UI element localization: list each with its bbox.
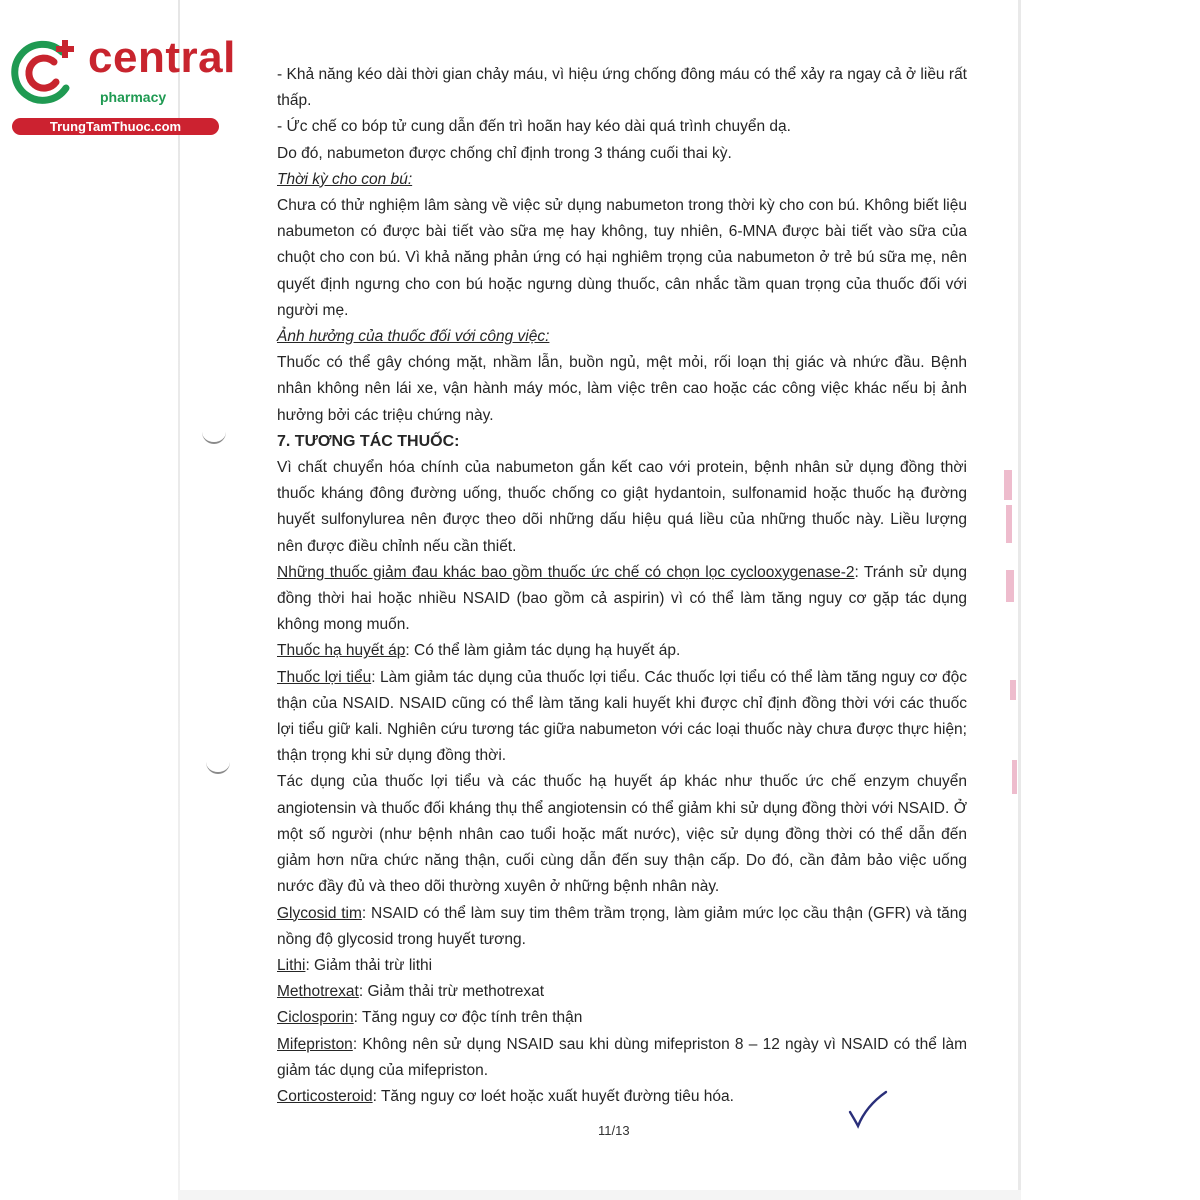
stamp-mark [1010,680,1016,700]
drug-text: : Giảm thải trừ methotrexat [358,983,545,1001]
paragraph: Vì chất chuyển hóa chính của nabumeton gắn kết cao với protein, bệnh nhân sử dụng đồng thời thuốc kháng đông đường uống, thuốc chống co giật hydantoin, sulfonamid hoặc thuốc hạ đường huyết sulfonylurea nên được theo dõi những dấu hiệu quá liều của những thuốc này. Liều lượng nên được điều chỉnh nếu cần thiết. [277,459,967,555]
subheading-lactation [277,167,967,193]
drug-text: : Tránh sử dụng đồng thời hai hoặc nhiều NSAID (bao gồm cả aspirin) vì có thể làm tăng nguy cơ gặp tác dụng không mong muốn. [277,563,967,634]
subheading-text: Ảnh hưởng của thuốc đối với công việc: [277,328,550,346]
page-edge [1018,0,1021,1200]
interaction-methotrexat [277,979,967,1005]
page-number: 11/13 [598,1123,630,1138]
drug-label: Glycosid tim [277,904,362,922]
drug-text: : Tăng nguy cơ độc tính trên thận [353,1009,583,1027]
drug-label: Thuốc lợi tiểu [277,668,372,686]
drug-text: : Tăng nguy cơ loét hoặc xuất huyết đường tiêu hóa. [372,1087,734,1105]
paragraph: Chưa có thử nghiệm lâm sàng về việc sử dụng nabumeton trong thời kỳ cho con bú. Không biết liệu nabumeton có được bài tiết vào sữa mẹ hay không, tuy nhiên, 6-MNA được bài tiết vào sữa của chuột cho con bú. Vì khả năng phản ứng có hại nghiêm trọng của nabumeton ở trẻ bú sữa mẹ, nên quyết định ngưng cho con bú hoặc ngưng dùng thuốc, cân nhắc tầm quan trọng của thuốc đối với người mẹ. [277,197,967,319]
document-body [277,62,967,1110]
punch-hole [202,430,226,444]
stamp-mark [1012,760,1017,794]
drug-text: : Làm giảm tác dụng của thuốc lợi tiểu. Các thuốc lợi tiểu có thể làm tăng nguy cơ độc thận của NSAID. NSAID cũng có thể làm tăng kali huyết khi được chỉ định đồng thời với các thuốc lợi tiểu giữ kali. Nghiên cứu tương tác giữa nabumeton với các loại thuốc này chưa được thực hiện; thận trọng khi sử dụng đồng thời. [277,668,967,765]
pharmacy-logo-icon [10,38,80,108]
interaction-diuretic [277,665,967,770]
logo-name: central [88,33,236,82]
stamp-mark [1004,470,1012,500]
paragraph: Do đó, nabumeton được chống chỉ định trong 3 tháng cuối thai kỳ. [277,144,732,162]
drug-label: Lithi [277,956,306,974]
drug-label: Methotrexat [277,983,359,1001]
drug-label: Ciclosporin [277,1009,354,1027]
subheading-work [277,324,967,350]
section-heading: 7. TƯƠNG TÁC THUỐC: [277,432,460,450]
interaction-ciclosporin [277,1005,967,1031]
page-bottom [178,1190,1021,1200]
interaction-lithi [277,953,967,979]
brand-logo[interactable] [10,33,236,136]
punch-hole [206,760,230,774]
subheading-text: Thời kỳ cho con bú: [277,170,413,188]
drug-text: : Có thể làm giảm tác dụng hạ huyết áp. [405,642,681,660]
interaction-nsaid [277,560,967,639]
stamp-mark [1006,570,1014,602]
paragraph: Tác dụng của thuốc lợi tiểu và các thuốc hạ huyết áp khác như thuốc ức chế enzym chuyển angiotensin và thuốc đối kháng thụ thể angiotensin có thể giảm khi sử dụng đồng thời với NSAID. Ở một số người (như bệnh nhân cao tuổi hoặc mất nước), việc sử dụng đồng thời có thể dẫn đến giảm hơn nữa chức năng thận, cuối cùng dẫn đến suy thận cấp. Do đó, cần đảm bảo việc uống nước đầy đủ và theo dõi thường xuyên ở những bệnh nhân này. [277,773,967,896]
checkmark-icon [846,1088,890,1130]
interaction-bp [277,638,967,664]
interaction-mifepriston [277,1032,967,1084]
drug-text: : Không nên sử dụng NSAID sau khi dùng mifepriston 8 – 12 ngày vì NSAID có thể làm giảm tác dụng của mifepriston. [277,1035,967,1079]
drug-label: Những thuốc giảm đau khác bao gồm thuốc ức chế có chọn lọc cyclooxygenase-2 [277,563,855,581]
paragraph: - Ức chế co bóp tử cung dẫn đến trì hoãn hay kéo dài quá trình chuyển dạ. [277,118,791,136]
paragraph: Thuốc có thể gây chóng mặt, nhầm lẫn, buồn ngủ, mệt mỏi, rối loạn thị giác và nhức đầu. Bệnh nhân không nên lái xe, vận hành máy móc, làm việc trên cao hoặc các công việc khác nếu bị ảnh hưởng bởi các triệu chứng này. [277,354,967,424]
drug-text: : Giảm thải trừ lithi [305,956,433,974]
drug-label: Thuốc hạ huyết áp [277,642,406,660]
drug-label: Corticosteroid [277,1087,373,1105]
drug-text: : NSAID có thể làm suy tim thêm trầm trọng, làm giảm mức lọc cầu thận (GFR) và tăng nồng độ glycosid trong huyết tương. [277,904,967,948]
page-edge [178,0,180,1200]
drug-label: Mifepriston [277,1035,353,1053]
stamp-mark [1006,505,1012,543]
interaction-glycosid [277,901,967,953]
logo-subtitle: pharmacy [100,89,167,105]
paragraph: - Khả năng kéo dài thời gian chảy máu, vì hiệu ứng chống đông máu có thể xảy ra ngay cả ở liều rất thấp. [277,66,967,110]
logo-website: TrungTamThuoc.com [12,118,219,135]
